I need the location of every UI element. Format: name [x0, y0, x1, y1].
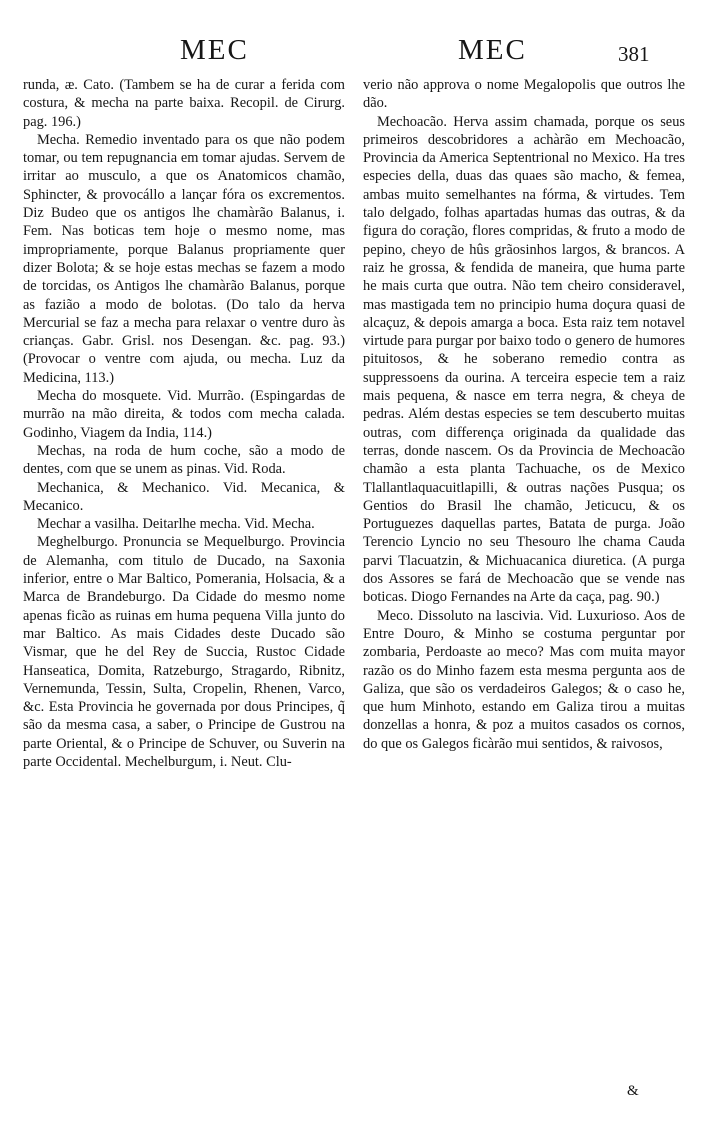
left-column: [23, 76, 345, 771]
page-number: 381: [618, 42, 650, 66]
entry-paragraph: Mechoacão. Herva assim chamada, porque os seus primeiros descobridores a achàrão em Mechoacão, Provincia da America Septentrional no Mexico. Ha tres especies della, duas das quaes são macho, & femea, ambas muito semelhantes na fórma, & virtudes. Tem talo delgado, folhas apartadas humas das outras, & da figura do coração, flores compridas, & fruto a modo de pepino, cheyo de hûs grãosinhos largos, & brancos. A raiz he grossa, & fendida de maneira, que huma parte he mais curta que outra. Não tem cheiro consideravel, mas mastigada tem no principio huma doçura quasi de alcaçuz, & depois amarga a boca. Esta raiz tem notavel virtude para purgar por baixo todo o genero de humores pituitosos, & he soberano remedio contra as suppressoens da ourina. A terceira especie tem a raiz mais pequena, & nasce em terra negra, & cheya de pedras. Além destas especies se tem descuberto muitas outras, com differença originada da qualidade das terras, donde nascem. Os da Provincia de Mechoacão chamão a esta planta Tachuache, os de Mexico Tlallantlaquacuitlapilli, & outras nações Pusqua; os Gentios do Brasil lhe chamão, Jeticucu, & os Portuguezes daquellas partes, Batata de purga. João Terencio Lyncio no seu Thesouro lhe chama Cauda parvi Tlacuatzin, & Michuacanica diuretica. (A purga dos Assores se fará de Mechoacão que se vende nas boticas. Diogo Fernandes na Arte da caça, pag. 90.): [363, 113, 685, 606]
entry-paragraph: Mechas, na roda de hum coche, são a modo de dentes, com que se unem as pinas. Vid. Roda.: [23, 442, 345, 478]
entry-paragraph: Meghelburgo. Pronuncia se Mequelburgo. Provincia de Alemanha, com titulo de Ducado, na Saxonia inferior, entre o Mar Baltico, Pomerania, Holsacia, & a Marca de Brandeburgo. Da Cidade do mesmo nome apenas ficão as ruinas em huma pequena Villa junto do mar Baltico. As mais Cidades deste Ducado são Vismar, que he del Rey de Succia, Rustoc Cidade Hanseatica, Domita, Ratzeburgo, Stragardo, Ribnitz, Vernemunda, Tessin, Sulta, Cropelin, Rhenen, Varco, &c. Esta Provincia he governada por dous Principes, q̃ são da mesma casa, a saber, o Principe de Gustrou na parte Oriental, & o Principe de Schuver, ou Suverin na parte Occidental. Mechelburgum, i. Neut. Clu-: [23, 534, 345, 770]
entry-paragraph: Mecha do mosquete. Vid. Murrão. (Espingardas de murrão na mão direita, & todos com mecha calada. Godinho, Viagem da India, 114.): [23, 388, 345, 441]
entry-paragraph: Mecha. Remedio inventado para os que não podem tomar, ou tem repugnancia em tomar ajudas. Servem de irritar ao musculo, a que os Anatomicos chamão, Sphincter, & provocállo a lançar fóra os excrementos. Diz Budeo que os antigos lhe chamàrão Balanus, i. Fem. Nas boticas tem hoje o mesmo nome, mas impropriamente, porque Balanus propriamente quer dizer Bolota; & se hoje estas mechas se fazem a modo de torcidas, os Antigos lhe chamàrão Balanus, porque as fazião a modo de bolotas. (Do talo da herva Mercurial se faz a mecha para relaxar o ventre duro às crianças. Gabr. Grisl. nos Desengan. &c. pag. 93.) (Provocar o ventre com ajuda, ou mecha. Luz da Medicina, 113.): [23, 131, 345, 386]
entry-paragraph: verio não approva o nome Megalopolis que outros lhe dão.: [363, 77, 685, 112]
running-headword-left: MEC: [180, 34, 249, 66]
entry-paragraph: Mechanica, & Mechanico. Vid. Mecanica, & Mecanico.: [23, 479, 345, 514]
running-headword-right: MEC: [458, 34, 527, 66]
catchword: &: [627, 1083, 639, 1099]
entry-paragraph: Meco. Dissoluto na lascivia. Vid. Luxurioso. Aos de Entre Douro, & Minho se costuma perguntar por zombaria, Perdoaste ao meco? Mas com muita mayor razão os do Minho fazem esta mesma pergunta aos de Galiza, que são os verdadeiros Galegos; & o caso he, que hum Minhoto, estando em Galiza tirou a muitas donzellas a honra, & poz a muitos casados os cornos, do que os Galegos ficàrão mui sentidos, & raivosos,: [363, 607, 685, 752]
page-header: [0, 34, 709, 74]
entry-paragraph: Mechar a vasilha. Deitarlhe mecha. Vid. Mecha.: [37, 516, 315, 533]
entry-paragraph: runda, æ. Cato. (Tambem se ha de curar a ferida com costura, & mecha na parte baixa. Recopil. de Cirurg. pag. 196.): [23, 77, 345, 130]
right-column: [363, 76, 685, 753]
